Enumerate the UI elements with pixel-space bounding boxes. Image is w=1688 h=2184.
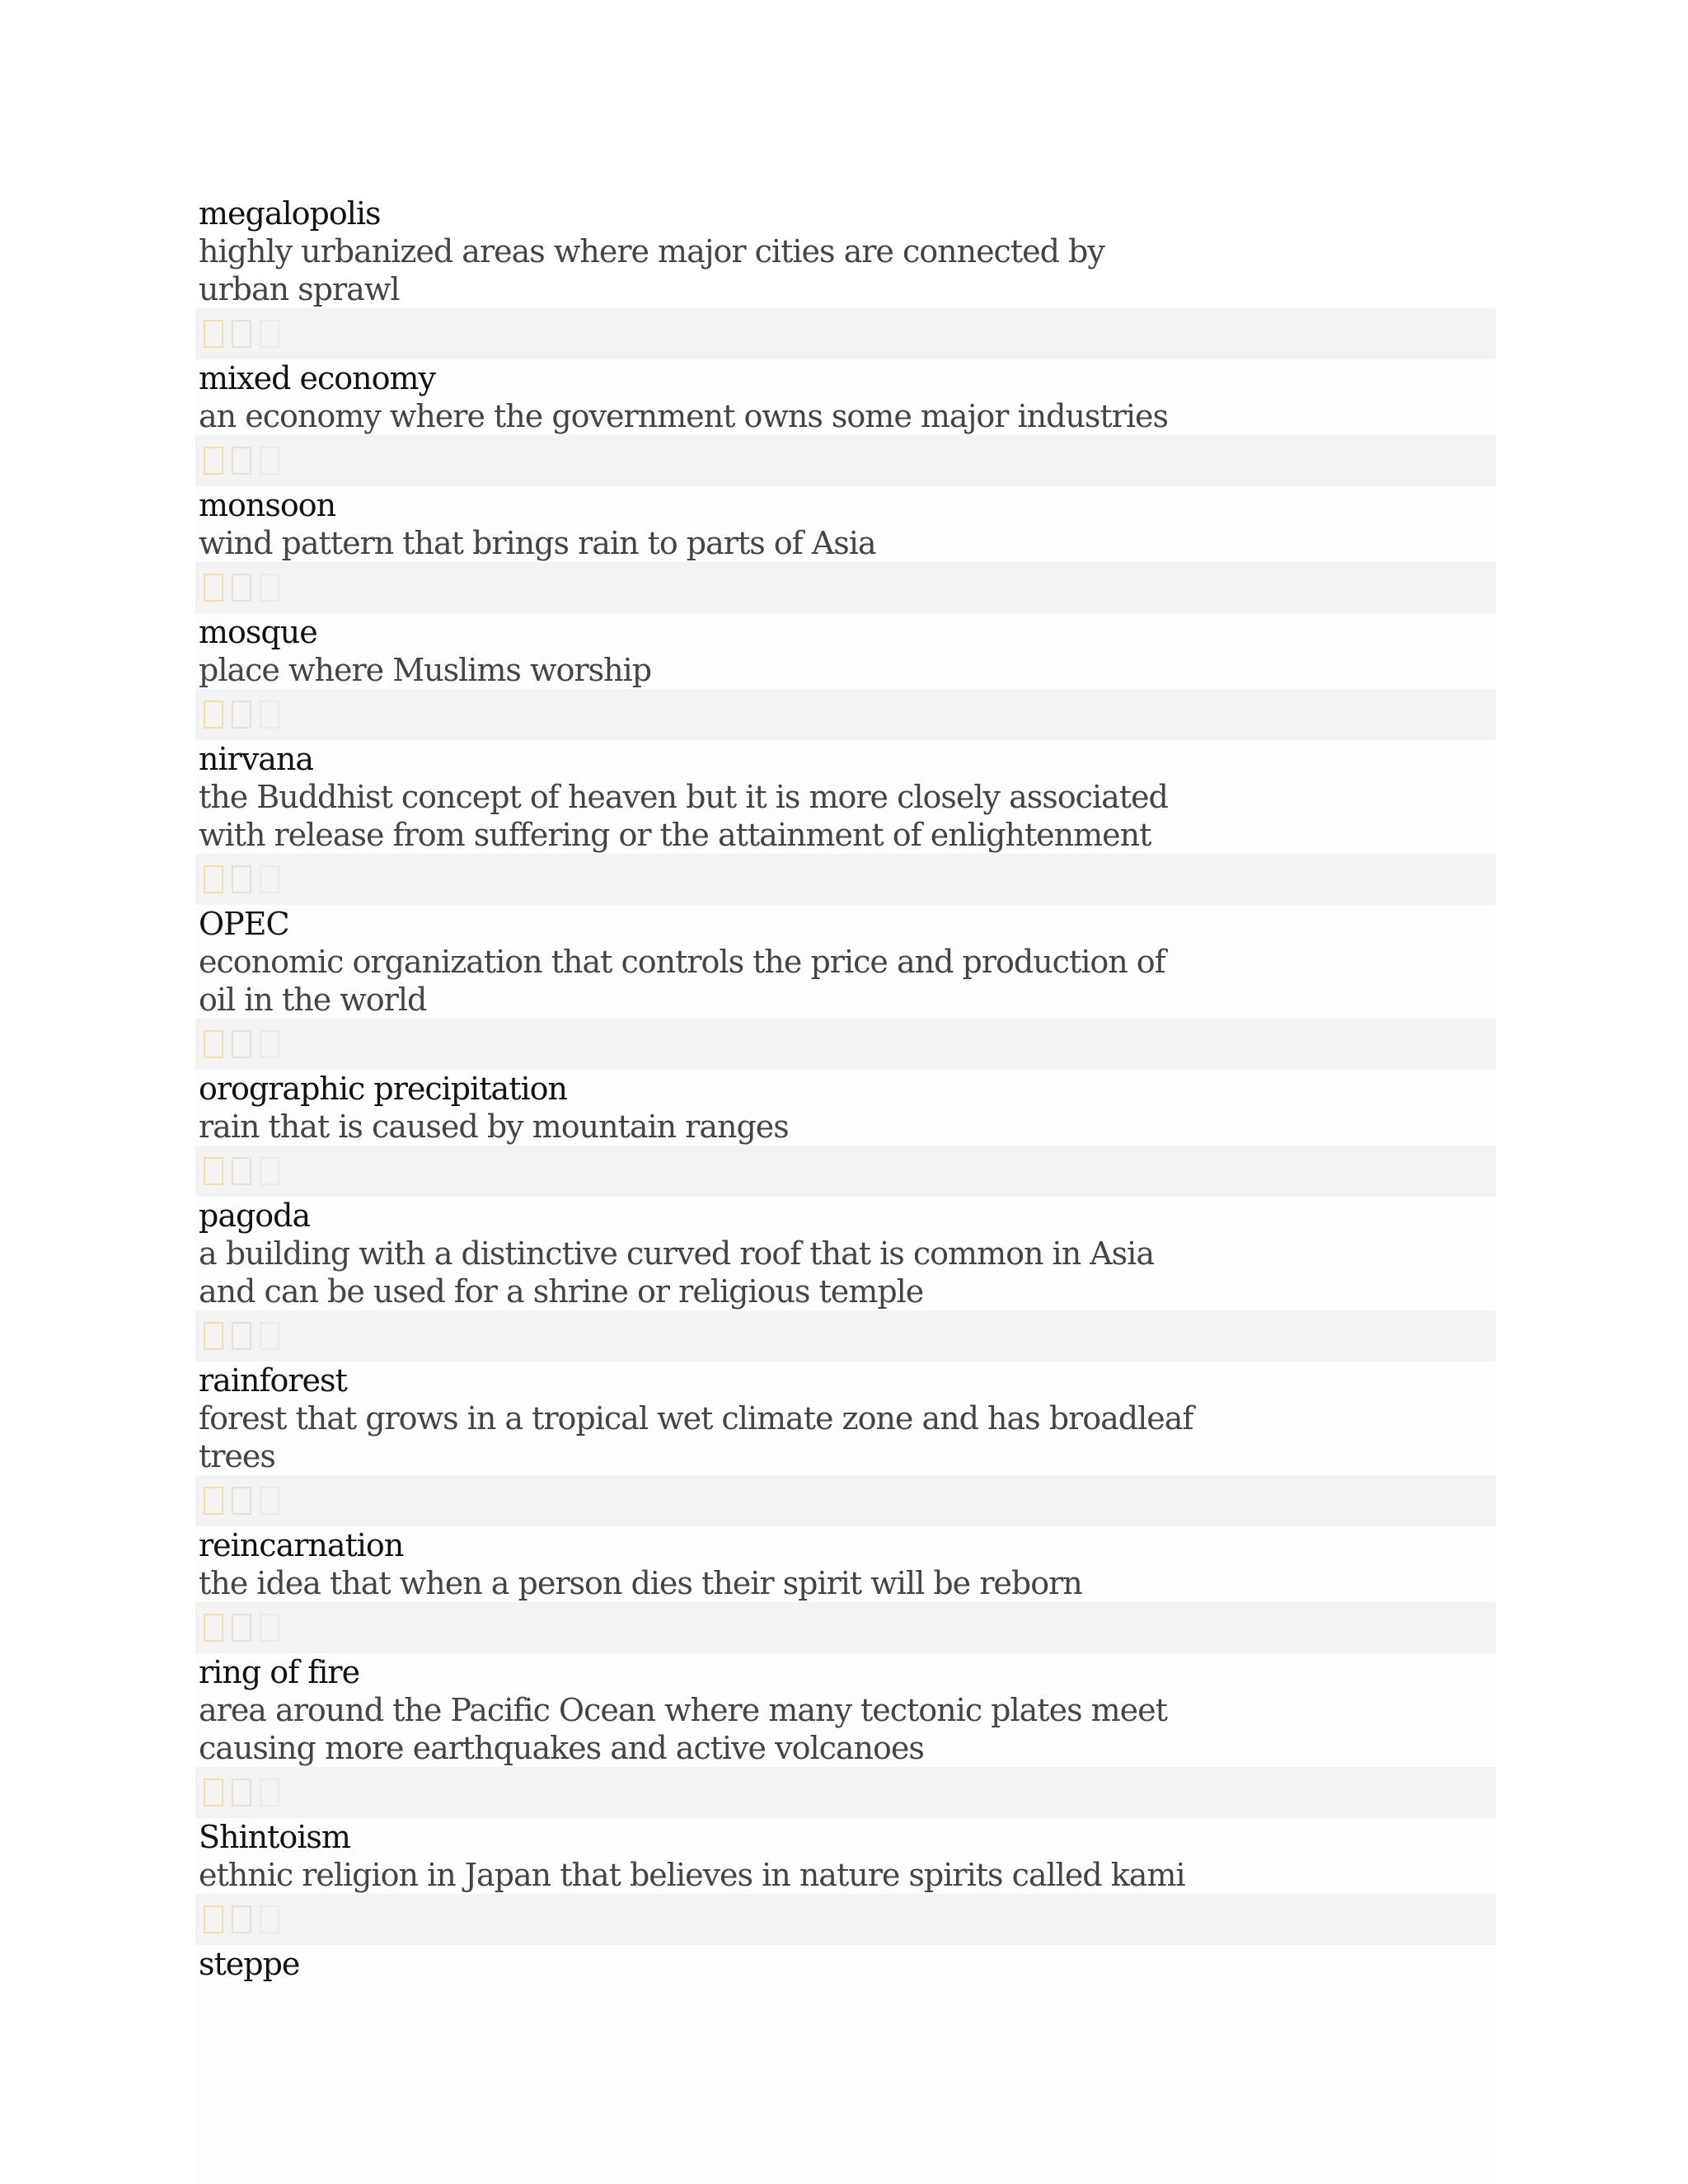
definition	[199, 1691, 1171, 1767]
glossary-entry	[195, 1197, 1496, 1361]
definition	[199, 1399, 1193, 1475]
rating-box-icon[interactable]	[232, 865, 251, 893]
term: megalopolis	[199, 195, 381, 232]
rating-bar	[195, 308, 1496, 359]
rating-box-icon[interactable]	[204, 1030, 223, 1058]
rating-box-icon[interactable]	[260, 1487, 279, 1515]
rating-box-icon[interactable]	[260, 1614, 279, 1642]
term: monsoon	[199, 487, 336, 523]
rating-bar	[195, 1310, 1496, 1361]
term: rainforest	[199, 1362, 347, 1399]
definition-line: area around the Pacific Ocean where many tectonic plates meet	[199, 1692, 1167, 1728]
rating-bar	[195, 562, 1496, 613]
term: OPEC	[199, 906, 289, 942]
glossary-entry	[195, 905, 1496, 1070]
glossary-entry	[195, 1653, 1496, 1818]
definition	[199, 943, 1171, 1019]
glossary-entry	[195, 1818, 1496, 1945]
glossary-entry	[195, 740, 1496, 905]
rating-bar	[195, 1894, 1496, 1945]
definition-line: the idea that when a person dies their spirit will be reborn	[199, 1565, 1082, 1601]
glossary-entry	[195, 359, 1496, 486]
definition	[199, 1235, 1171, 1310]
rating-box-icon[interactable]	[204, 320, 223, 348]
rating-box-icon[interactable]	[232, 1905, 251, 1933]
definition	[199, 651, 1171, 689]
term: mosque	[199, 614, 317, 650]
definition-line: causing more earthquakes and active volcanoes	[199, 1730, 924, 1766]
definition	[199, 1564, 1171, 1602]
term: nirvana	[199, 741, 314, 777]
rating-box-icon[interactable]	[260, 1030, 279, 1058]
definition-line: and can be used for a shrine or religious temple	[199, 1273, 924, 1310]
rating-box-icon[interactable]	[260, 1779, 279, 1807]
rating-box-icon[interactable]	[260, 447, 279, 475]
rating-bar	[195, 435, 1496, 486]
term: ring of fire	[199, 1654, 360, 1690]
rating-box-icon[interactable]	[232, 574, 251, 602]
definition-line: trees	[199, 1438, 275, 1474]
definition	[199, 1856, 1185, 1894]
rating-bar	[195, 689, 1496, 740]
rating-box-icon[interactable]	[260, 320, 279, 348]
rating-box-icon[interactable]	[232, 1779, 251, 1807]
definition	[199, 778, 1171, 854]
glossary-entry	[195, 1070, 1496, 1197]
glossary-entry	[195, 194, 1496, 359]
glossary-entry	[195, 613, 1496, 740]
rating-box-icon[interactable]	[204, 701, 223, 729]
rating-bar	[195, 1602, 1496, 1653]
rating-box-icon[interactable]	[260, 1905, 279, 1933]
definition-line: rain that is caused by mountain ranges	[199, 1108, 789, 1145]
rating-box-icon[interactable]	[204, 447, 223, 475]
definition-line: wind pattern that brings rain to parts of Asia	[199, 525, 876, 561]
rating-box-icon[interactable]	[232, 701, 251, 729]
rating-box-icon[interactable]	[260, 1157, 279, 1185]
rating-box-icon[interactable]	[232, 1157, 251, 1185]
rating-box-icon[interactable]	[204, 1779, 223, 1807]
definition-line: a building with a distinctive curved roof that is common in Asia	[199, 1235, 1154, 1272]
definition	[199, 232, 1171, 308]
term: mixed economy	[199, 360, 436, 396]
rating-box-icon[interactable]	[204, 1905, 223, 1933]
rating-box-icon[interactable]	[204, 1614, 223, 1642]
definition-line: ethnic religion in Japan that believes in nature spirits called kami	[199, 1857, 1185, 1893]
glossary-entry	[195, 486, 1496, 613]
rating-bar	[195, 1475, 1496, 1526]
definition-line: an economy where the government owns some major industries	[199, 398, 1168, 434]
definition-line: urban sprawl	[199, 271, 400, 307]
rating-box-icon[interactable]	[232, 320, 251, 348]
term: orographic precipitation	[199, 1071, 567, 1107]
glossary-list	[195, 194, 1496, 1983]
term: steppe	[199, 1946, 300, 1982]
term: reincarnation	[199, 1527, 404, 1563]
rating-box-icon[interactable]	[204, 1487, 223, 1515]
rating-box-icon[interactable]	[232, 1614, 251, 1642]
definition	[199, 1108, 1171, 1146]
definition-line: forest that grows in a tropical wet climate zone and has broadleaf	[199, 1400, 1193, 1436]
glossary-entry	[195, 1945, 1496, 1983]
rating-box-icon[interactable]	[204, 865, 223, 893]
rating-box-icon[interactable]	[204, 1157, 223, 1185]
rating-box-icon[interactable]	[204, 574, 223, 602]
rating-box-icon[interactable]	[260, 865, 279, 893]
glossary-entry	[195, 1361, 1496, 1526]
rating-bar	[195, 1146, 1496, 1197]
definition-line: the Buddhist concept of heaven but it is more closely associated	[199, 779, 1168, 815]
rating-box-icon[interactable]	[232, 1322, 251, 1350]
rating-box-icon[interactable]	[260, 1322, 279, 1350]
glossary-entry	[195, 1526, 1496, 1653]
rating-box-icon[interactable]	[260, 701, 279, 729]
definition-line: with release from suffering or the attainment of enlightenment	[199, 817, 1151, 853]
rating-box-icon[interactable]	[232, 1487, 251, 1515]
definition-line: highly urbanized areas where major cities are connected by	[199, 233, 1104, 269]
rating-box-icon[interactable]	[204, 1322, 223, 1350]
rating-box-icon[interactable]	[260, 574, 279, 602]
term: Shintoism	[199, 1819, 350, 1855]
definition-line: place where Muslims worship	[199, 652, 652, 688]
rating-bar	[195, 1767, 1496, 1818]
rating-box-icon[interactable]	[232, 1030, 251, 1058]
rating-bar	[195, 1019, 1496, 1070]
rating-box-icon[interactable]	[232, 447, 251, 475]
rating-bar	[195, 854, 1496, 905]
term: pagoda	[199, 1197, 311, 1234]
definition-line: economic organization that controls the price and production of	[199, 944, 1165, 980]
definition	[199, 397, 1171, 435]
definition	[199, 524, 1171, 562]
definition-line: oil in the world	[199, 982, 427, 1018]
